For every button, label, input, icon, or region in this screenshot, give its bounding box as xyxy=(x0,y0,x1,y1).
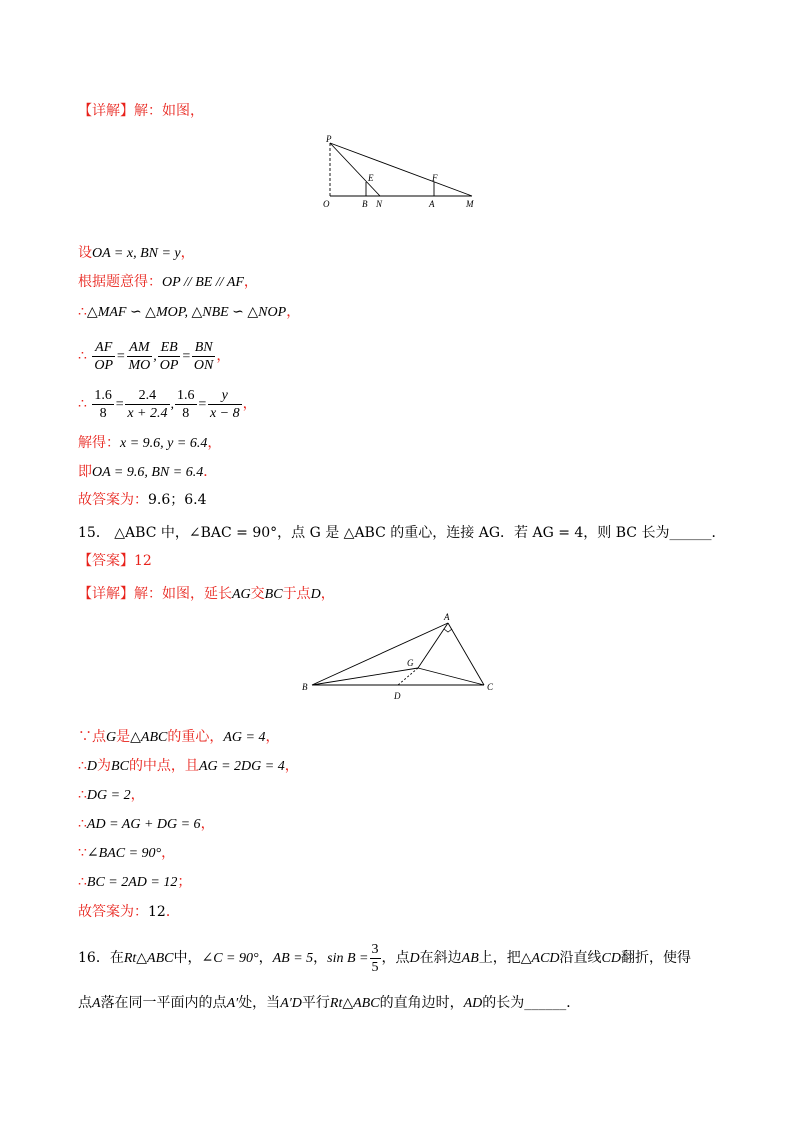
q15-line-7: 故答案为：12． xyxy=(78,904,180,920)
label-O: O xyxy=(323,199,330,209)
label-N: N xyxy=(376,199,383,209)
label-F: F xyxy=(432,173,438,183)
label-P: P xyxy=(326,134,332,144)
question-15-stem: 15． △ABC 中，∠BAC = 90°，点 G 是 △ABC 的重心，连接 AG．若 AG = 4，则 BC 长为______． xyxy=(78,525,726,541)
q15-line-2: ∴D为BC的中点，且AG = 2DG = 4， xyxy=(78,758,299,774)
label-G: G xyxy=(407,658,414,668)
step-parallel: 根据题意得：OP // BE // AF， xyxy=(78,274,258,290)
step-result: 即OA = 9.6, BN = 6.4． xyxy=(78,464,218,480)
step-solve: 解得：x = 9.6, y = 6.4， xyxy=(78,435,222,451)
q15-line-3: ∴DG = 2， xyxy=(78,787,145,803)
label-A: A xyxy=(429,199,435,209)
step-ratio-letters: ∴ $\frac{AF}{OP}$ = $\frac{AM}{MO}$ , $\frac{EB}{OP}$ = $\frac{BN}{ON}$ ， xyxy=(78,339,231,373)
label-A: A xyxy=(444,612,450,622)
detail-header: 【详解】解：如图， xyxy=(78,103,204,119)
figure-centroid-triangle xyxy=(298,610,498,708)
step-let: 设OA = x, BN = y， xyxy=(78,245,195,261)
q15-line-1: ∵点G是△ABC的重心，AG = 4， xyxy=(78,729,280,745)
step-similar: ∴△MAF ∽ △MOP, △NBE ∽ △NOP， xyxy=(78,304,301,320)
question-16-line-2: 点A落在同一平面内的点A′处，当A′D平行Rt△ABC的直角边时，AD的长为______． xyxy=(78,995,581,1011)
label-B: B xyxy=(302,682,308,692)
label-E: E xyxy=(368,173,374,183)
q15-line-5: ∵∠BAC = 90°， xyxy=(78,845,176,861)
figure-similar-triangles xyxy=(318,134,488,216)
q15-detail-header: 【详解】解：如图，延长AG交BC于点D， xyxy=(78,586,335,602)
question-16-line-1: 16．在Rt△ABC中，∠C = 90°，AB = 5，sin B = $\frac{3}{5}$ ，点D在斜边AB上，把△ACD沿直线CD翻折，使得 xyxy=(78,941,691,975)
label-M: M xyxy=(466,199,474,209)
q15-line-4: ∴AD = AG + DG = 6， xyxy=(78,816,215,832)
step-ratio-values: ∴ $\frac{1.6}{8}$ = $\frac{2.4}{x + 2.4}$ , $\frac{1.6}{8}$ = $\frac{y}{x - 8}$ ， xyxy=(78,387,257,421)
label-C: C xyxy=(487,682,494,692)
q15-line-6: ∴BC = 2AD = 12； xyxy=(78,874,192,890)
label-B: B xyxy=(362,199,368,209)
step-answer: 故答案为：9.6；6.4 xyxy=(78,492,207,508)
q15-answer: 【答案】12 xyxy=(78,553,152,569)
label-D: D xyxy=(394,691,401,701)
